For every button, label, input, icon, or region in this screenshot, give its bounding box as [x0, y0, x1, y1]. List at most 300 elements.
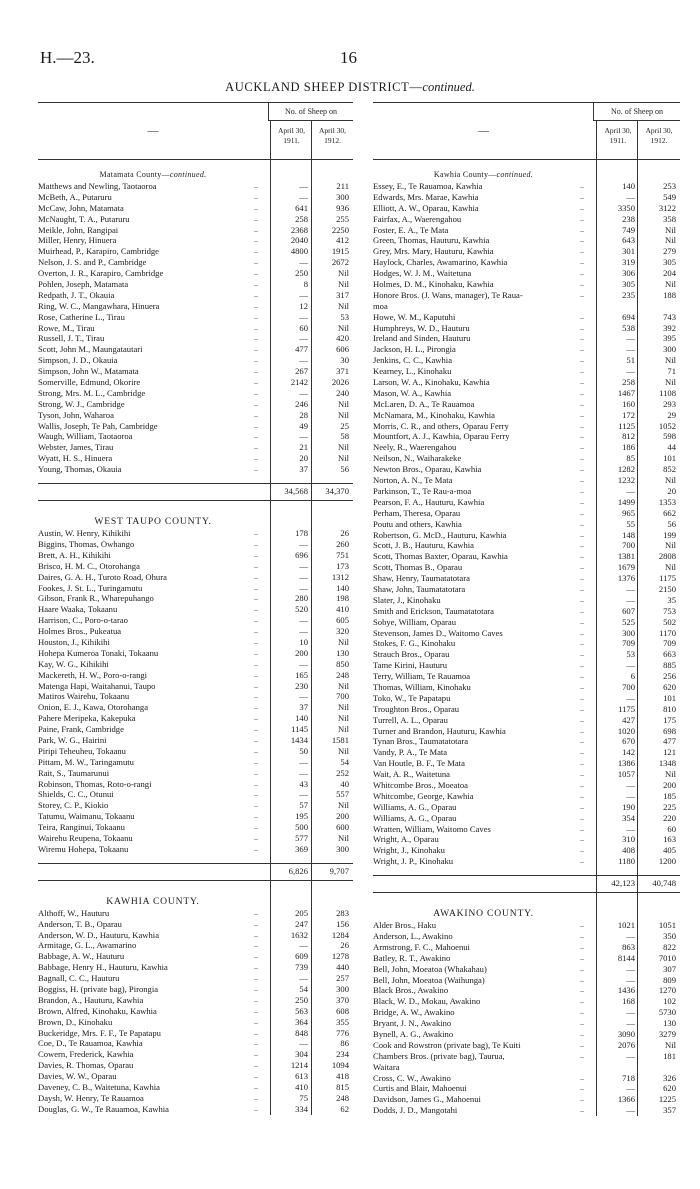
owner-name: Scott, Thomas B., Oparau: [373, 562, 463, 573]
leader-dots: ..: [580, 736, 584, 746]
leader-dots: ..: [254, 464, 258, 474]
sheep-1911: 21: [299, 442, 308, 453]
sheep-1911: —: [299, 191, 308, 202]
spacer: [38, 160, 353, 168]
leader-dots: ..: [254, 636, 258, 646]
leader-dots: ..: [580, 268, 584, 278]
sheep-1911: 641: [295, 202, 308, 213]
table-row: [38, 1093, 353, 1104]
table-row: [373, 1040, 680, 1051]
leader-dots: ..: [580, 181, 584, 190]
sheep-1912: 300: [336, 191, 349, 202]
sheep-1912: 606: [336, 344, 349, 355]
table-row: [38, 1060, 353, 1071]
sheep-1911: —: [299, 973, 308, 984]
table-row: [373, 726, 680, 737]
table-row: [38, 528, 353, 539]
sheep-1912: 256: [663, 671, 676, 682]
owner-name: Kay, W. G., Kihikihi: [38, 658, 109, 669]
leader-dots: ..: [254, 778, 258, 788]
owner-name: Thomas, William, Kinohaku: [373, 681, 471, 692]
owner-name: Anderson, L., Awakino: [373, 931, 453, 941]
sheep-1912: 248: [336, 669, 349, 680]
sheep-1911: 4800: [290, 246, 308, 257]
header-april-1912: April 30, 1912.: [311, 120, 353, 159]
owner-name: Rose, Catherine L., Tirau: [38, 311, 125, 322]
owner-name: Black, W. D., Mokau, Awakino: [373, 996, 481, 1007]
owner-name: Stevenson, James D., Waitomo Caves: [373, 627, 503, 638]
table-row: [373, 181, 680, 192]
sheep-1912: 776: [336, 1027, 349, 1038]
owner-name: Davies, R. Thomas, Oparau: [38, 1060, 134, 1071]
sheep-1911: —: [626, 485, 635, 496]
leader-dots: ..: [580, 845, 584, 855]
leader-dots: ..: [580, 507, 584, 517]
sheep-1912: 293: [663, 398, 676, 409]
owner-name: Boggiss, H. (private bag), Pirongia: [38, 984, 159, 994]
table-row: [373, 1083, 680, 1094]
sheep-1911: —: [299, 257, 308, 268]
owner-name: Wright, J. P., Kinohaku: [373, 856, 454, 867]
owner-name: Fookes, J. St. L., Turingamutu: [38, 582, 143, 593]
table-row: [373, 312, 680, 323]
table-row: [373, 333, 680, 344]
leader-dots: ..: [580, 703, 584, 713]
sheep-1911: 6: [630, 671, 635, 682]
sheep-1911: 1282: [617, 464, 635, 475]
spacer: [38, 855, 353, 863]
sheep-1912: Nil: [665, 475, 676, 486]
table-row: [373, 617, 680, 628]
table-row: [373, 1094, 680, 1105]
sheep-1911: 1020: [617, 725, 635, 736]
owner-name: Babbage, Henry H., Hauturu, Kawhia: [38, 962, 168, 973]
sheep-1911: —: [299, 582, 308, 593]
leader-dots: ..: [254, 366, 258, 376]
table-row: [38, 951, 353, 962]
table-row: [373, 453, 680, 464]
table-row: [373, 671, 680, 682]
sheep-1911: 85: [626, 453, 635, 464]
table-row: [38, 421, 353, 432]
sheep-1912: Nil: [338, 745, 349, 756]
leader-dots: ..: [254, 832, 258, 842]
sheep-1912: 307: [663, 963, 676, 974]
owner-name: Russell, J. T., Tirau: [38, 333, 105, 344]
sheep-1912: 1200: [658, 856, 676, 867]
leader-dots: ..: [580, 562, 584, 572]
table-row: [373, 377, 680, 388]
owner-name: Wright, J., Kinohaku: [373, 845, 445, 856]
section-title-text: WEST TAUPO COUNTY.: [94, 516, 212, 528]
owner-name: Stokes, F. G., Kinohaku: [373, 638, 456, 649]
sheep-1912: Nil: [338, 398, 349, 409]
sheep-1912: 40: [340, 778, 349, 789]
header-dash: —: [478, 125, 489, 137]
sheep-1912: 163: [663, 834, 676, 845]
leader-dots: ..: [254, 1071, 258, 1081]
sheep-1911: 205: [295, 907, 308, 918]
table-row: [38, 919, 353, 930]
leader-dots: ..: [254, 789, 258, 799]
sheep-1911: —: [299, 333, 308, 344]
table-row: [373, 366, 680, 377]
leader-dots: ..: [254, 691, 258, 701]
table-row: [373, 1051, 680, 1062]
sheep-1911: 60: [299, 322, 308, 333]
owner-name: Matenga Hapi, Waitahanui, Taupo: [38, 680, 156, 691]
owner-name: Buckeridge, Mrs. F. F., Te Papatapu: [38, 1027, 161, 1038]
sheep-1912: 600: [336, 822, 349, 833]
leader-dots: ..: [580, 551, 584, 561]
table-row: [38, 323, 353, 334]
owner-name: Nelson, J. S. and P., Cambridge: [38, 257, 147, 268]
leader-dots: ..: [580, 213, 584, 223]
leader-dots: ..: [254, 442, 258, 452]
owner-name: Tame Kirini, Hauturu: [373, 660, 448, 671]
leader-dots: ..: [580, 952, 584, 962]
owner-name: Shaw, Henry, Taumatatotara: [373, 573, 470, 584]
owner-name: Wratten, William, Waitomo Caves: [373, 823, 491, 834]
leader-dots: ..: [580, 616, 584, 626]
leader-dots: ..: [580, 779, 584, 789]
sheep-1912: 2250: [331, 224, 349, 235]
table-row: [38, 670, 353, 681]
sheep-1911: 57: [299, 800, 308, 811]
owner-name: Davies, W. W., Oparau: [38, 1071, 117, 1082]
table-row: [373, 606, 680, 617]
table-row: [373, 442, 680, 453]
sheep-1911: 247: [295, 918, 308, 929]
leader-dots: ..: [254, 1027, 258, 1037]
table-row: [38, 1082, 353, 1093]
table-row: [373, 421, 680, 432]
owner-name: Shaw, John, Taumatatotara: [373, 583, 466, 594]
table-row: [38, 333, 353, 344]
sheep-1912: 211: [336, 181, 349, 191]
leader-dots: ..: [254, 929, 258, 939]
sheep-1912: Nil: [665, 562, 676, 573]
sheep-1912: Nil: [338, 800, 349, 811]
sheep-1912: Nil: [338, 453, 349, 464]
leader-dots: ..: [254, 973, 258, 983]
sheep-1912: 175: [663, 714, 676, 725]
sheep-1911: 1376: [617, 573, 635, 584]
table-row: [38, 724, 353, 735]
section-title: [38, 515, 268, 528]
sheep-1911: 577: [295, 832, 308, 843]
sheep-1912: Nil: [338, 300, 349, 311]
sheep-1911: 408: [622, 845, 635, 856]
table-row: [38, 583, 353, 594]
sheep-1912: 620: [663, 681, 676, 692]
leader-dots: ..: [254, 344, 258, 354]
owner-name: Strauch Bros., Oparau: [373, 649, 450, 660]
leader-dots: ..: [254, 647, 258, 657]
table-row: [373, 1007, 680, 1018]
header-april-1911: April 30, 1911.: [270, 120, 312, 159]
sheep-1911: 20: [299, 453, 308, 464]
owner-name: Brandon, A., Hauturu, Kawhia: [38, 994, 144, 1005]
leader-dots: ..: [580, 985, 584, 995]
sheep-1911: 304: [295, 1049, 308, 1060]
owner-name: Coe, D., Te Rauamoa, Kawhia: [38, 1038, 143, 1049]
sheep-1912: 371: [336, 366, 349, 377]
owner-name: Storey, C. P., Kiokio: [38, 800, 109, 811]
sheep-1912: Nil: [338, 702, 349, 713]
sheep-1911: 301: [622, 246, 635, 257]
table-row: [373, 649, 680, 660]
sheep-1912: 1284: [331, 929, 349, 940]
table-row: [373, 845, 680, 856]
sheep-1911: 1214: [290, 1060, 308, 1071]
table-row: [373, 508, 680, 519]
leader-dots: ..: [254, 724, 258, 734]
owner-name: Onion, E. J., Kawa, Otorohanga: [38, 702, 149, 713]
owner-name: Whitcombe, George, Kawhia: [373, 790, 474, 801]
table-row: [38, 399, 353, 410]
sheep-1911: 186: [622, 442, 635, 453]
leader-dots: ..: [580, 714, 584, 724]
leader-dots: ..: [580, 202, 584, 212]
sheep-1912: Nil: [665, 279, 676, 290]
sheep-1911: 520: [295, 604, 308, 615]
owner-name: Harrison, C., Poro-o-tarao: [38, 615, 128, 626]
sheep-1911: 613: [295, 1071, 308, 1082]
table-row: [38, 572, 353, 583]
leader-dots: ..: [254, 202, 258, 212]
owner-name: Young, Thomas, Okauia: [38, 464, 122, 475]
sheep-1911: 609: [295, 951, 308, 962]
owner-name: Mason, W. A., Kawhia: [373, 387, 452, 398]
sheep-1911: —: [299, 560, 308, 571]
sheep-1912: 44: [667, 442, 676, 453]
owner-name: Bell, John, Moeatoa (Whakahau): [373, 963, 487, 974]
leader-dots: ..: [254, 994, 258, 1004]
sheep-1912: Nil: [665, 769, 676, 780]
table-row: [373, 813, 680, 824]
leader-dots: ..: [580, 1018, 584, 1028]
table-row: [373, 660, 680, 671]
table-row: [38, 279, 353, 290]
leader-dots: ..: [580, 823, 584, 833]
table-row: [38, 344, 353, 355]
table-row: [373, 584, 680, 595]
owner-name: Bell, John, Moeatoa (Waihunga): [373, 974, 485, 985]
leader-dots: ..: [580, 594, 584, 604]
owner-name: Daysh, W. Henry, Te Rauamoa: [38, 1092, 144, 1103]
table-row: [38, 1006, 353, 1017]
owner-name: Robertson, G. McD., Hauturu, Kawhia: [373, 529, 507, 540]
owner-name: Rowe, M., Tirau: [38, 322, 95, 333]
leader-dots: ..: [254, 1049, 258, 1059]
owner-name: Parkinson, T., Te Rau-a-moa: [373, 485, 472, 496]
sheep-1911: —: [626, 931, 635, 941]
table-row: [38, 615, 353, 626]
leader-dots: ..: [254, 289, 258, 299]
leader-dots: ..: [580, 485, 584, 495]
sheep-1912: 3122: [658, 202, 676, 213]
sheep-1912: 350: [663, 931, 676, 941]
owner-name: Green, Thomas, Hauturu, Kawhia: [373, 235, 490, 246]
sheep-1912: 204: [663, 268, 676, 279]
leader-dots: ..: [254, 191, 258, 201]
owner-name: Armstrong, F. C., Mahoenui: [373, 941, 470, 952]
spacer: [38, 881, 353, 895]
table-row: [373, 704, 680, 715]
table-row: [373, 246, 680, 257]
owner-name: Matiros Wairehu, Tokaanu: [38, 691, 130, 702]
leader-dots: ..: [580, 941, 584, 951]
owner-name: Mackereth, H. W., Poro-o-rangi: [38, 669, 148, 680]
table-row: [373, 475, 680, 486]
leader-dots: ..: [254, 626, 258, 636]
sheep-1911: —: [299, 571, 308, 582]
table-row: [373, 1062, 680, 1073]
table-row: [373, 344, 680, 355]
leader-dots: ..: [580, 355, 584, 365]
sheep-1912: Nil: [665, 355, 676, 366]
sheep-1911: —: [299, 767, 308, 778]
sheep-1911: —: [299, 789, 308, 800]
owner-name: Brisco, H. M. C., Otorohanga: [38, 560, 140, 571]
table-row: [373, 856, 680, 867]
sheep-1912: 751: [336, 549, 349, 560]
owner-name: Honore Bros. (J. Wans, manager), Te Raua-: [373, 289, 523, 300]
table-row: [373, 638, 680, 649]
table-row: [38, 995, 353, 1006]
sheep-1911: —: [299, 355, 308, 366]
owner-name: Tyson, John, Waharoa: [38, 409, 114, 420]
sheep-1912: 743: [663, 311, 676, 322]
sheep-1911: —: [299, 181, 308, 191]
leader-dots: ..: [254, 224, 258, 234]
leader-dots: ..: [580, 812, 584, 822]
table-row: [373, 279, 680, 290]
sheep-1911: 258: [295, 213, 308, 224]
owner-name: Austin, W. Henry, Kihikihi: [38, 528, 131, 539]
sheep-1911: —: [299, 626, 308, 637]
owner-name: Daires, G. A. H., Turoto Road, Ohura: [38, 571, 167, 582]
table-row: [373, 573, 680, 584]
leader-dots: ..: [580, 583, 584, 593]
sheep-1912: 852: [663, 464, 676, 475]
leader-dots: ..: [254, 420, 258, 430]
table-row: [373, 780, 680, 791]
sheep-1911: —: [626, 1050, 635, 1061]
owner-name: Howe, W. M., Kaputuhi: [373, 311, 456, 322]
sheep-1911: —: [626, 191, 635, 202]
sheep-1912: 300: [336, 843, 349, 854]
sheep-1911: 739: [295, 962, 308, 973]
owner-name: Paine, Frank, Cambridge: [38, 724, 124, 735]
owner-name: Webster, James, Tirau: [38, 442, 114, 453]
owner-name: Smith and Erickson, Taumatatotara: [373, 605, 494, 616]
sheep-1911: 160: [622, 398, 635, 409]
sheep-1912: Nil: [338, 322, 349, 333]
sheep-1912: 440: [336, 962, 349, 973]
table-row: [38, 681, 353, 692]
table-row: [38, 593, 353, 604]
leader-dots: ..: [254, 615, 258, 625]
sheep-1912: 60: [667, 823, 676, 834]
owner-name: Cowern, Frederick, Kawhia: [38, 1049, 134, 1060]
table-row: [373, 562, 680, 573]
leader-dots: ..: [254, 387, 258, 397]
table-body: [38, 160, 353, 1115]
page-title-main: AUCKLAND SHEEP DISTRICT—: [225, 80, 423, 94]
sheep-1911: 12: [299, 300, 308, 311]
owner-name: Overton, J. R., Karapiro, Cambridge: [38, 268, 164, 279]
sheep-1912: 188: [663, 289, 676, 300]
sheep-1912: 598: [663, 431, 676, 442]
sheep-1912: 420: [336, 333, 349, 344]
sheep-1912: 605: [336, 615, 349, 626]
table-row: [38, 1104, 353, 1115]
table-row: [373, 996, 680, 1007]
header-no-of-sheep: No. of Sheep on: [268, 103, 353, 121]
owner-name: Wyatt, H. S., Hinuera: [38, 453, 113, 464]
leader-dots: ..: [580, 257, 584, 267]
table-row: [373, 595, 680, 606]
total-1911: 34,568: [284, 486, 308, 497]
sheep-1911: 53: [626, 649, 635, 660]
sheep-1912: 809: [663, 974, 676, 985]
leader-dots: ..: [254, 560, 258, 570]
sheep-1912: 395: [663, 333, 676, 344]
owner-name: Mountfort, A. J., Kawhia, Oparau Ferry: [373, 431, 510, 442]
table-header: [38, 102, 353, 160]
leader-dots: ..: [254, 1082, 258, 1092]
leader-dots: ..: [254, 377, 258, 387]
table-row: [38, 713, 353, 724]
leader-dots: ..: [254, 333, 258, 343]
table-row: [373, 257, 680, 268]
owner-name: Neilson, N., Waiharakeke: [373, 453, 462, 464]
owner-name: Slater, J., Kinohaku: [373, 594, 441, 605]
sheep-1911: 190: [622, 801, 635, 812]
table-row: [373, 942, 680, 953]
sheep-1911: 670: [622, 736, 635, 747]
total-1912: 34,370: [325, 486, 349, 497]
leader-dots: ..: [580, 246, 584, 256]
owner-name: Essey, E., Te Rauamoa, Kawhia: [373, 181, 483, 191]
table-row: [38, 735, 353, 746]
sheep-1911: 168: [622, 996, 635, 1007]
section-title: [373, 907, 594, 920]
sheep-1912: 20: [667, 485, 676, 496]
sheep-1912: 709: [663, 638, 676, 649]
table-row: [373, 964, 680, 975]
table-row: [38, 410, 353, 421]
table-row: [373, 268, 680, 279]
table-row: [38, 768, 353, 779]
table-row: [38, 702, 353, 713]
section-total: [38, 863, 353, 881]
sheep-1912: 885: [663, 660, 676, 671]
header-dash: —: [147, 125, 159, 137]
leader-dots: ..: [580, 801, 584, 811]
owner-name: Scott, Thomas Baxter, Oparau, Kawhia: [373, 551, 508, 562]
table-row: [373, 431, 680, 442]
left-column: [38, 102, 353, 1115]
leader-dots: ..: [254, 702, 258, 712]
sheep-1911: 700: [622, 540, 635, 551]
owner-name: Daveney, C. B., Waitetuna, Kawhia: [38, 1082, 160, 1093]
table-row: [38, 257, 353, 268]
sheep-1912: 255: [336, 213, 349, 224]
sheep-1911: —: [626, 692, 635, 703]
